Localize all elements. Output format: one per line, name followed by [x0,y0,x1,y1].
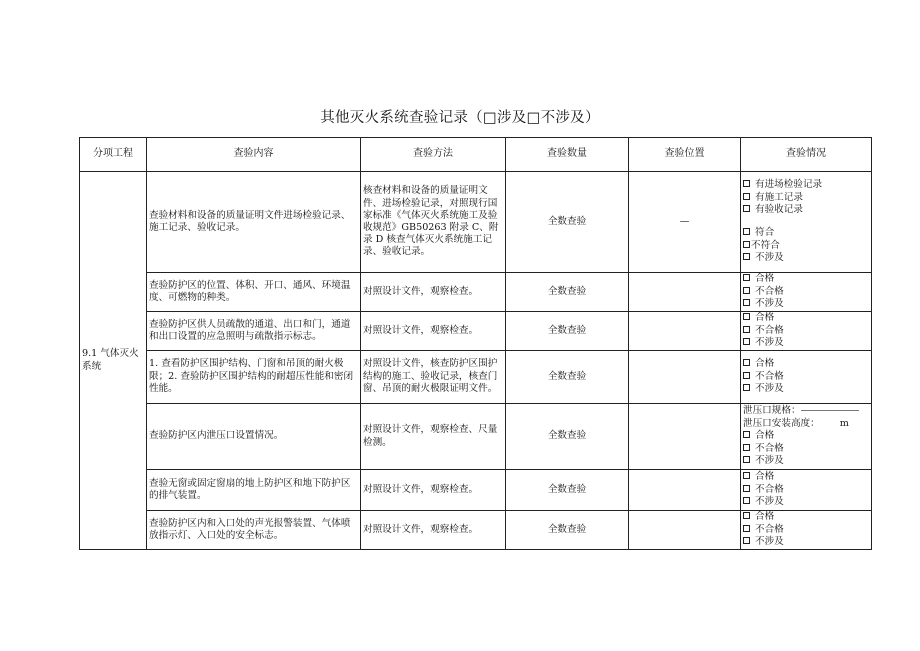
inspection-table [79,137,872,550]
quantity-cell: 全数查验 [506,470,629,511]
check-option[interactable]: 有施工记录 [743,192,869,205]
result-cell [741,511,872,550]
checkbox[interactable] [743,372,750,379]
content-cell: 查验防护区内和入口处的声光报警装置、气体喷放指示灯、入口处的安全标志。 [147,511,361,550]
check-option[interactable]: 不涉及 [743,337,869,350]
checkbox[interactable] [743,274,750,281]
check-option[interactable]: 不合格 [743,443,869,456]
quantity-cell: 全数查验 [506,404,629,470]
content-cell: 查验防护区的位置、体积、开口、通风、环境温度、可燃物的种类。 [147,273,361,312]
checkbox[interactable] [743,384,750,391]
quantity-cell: 全数查验 [506,351,629,404]
header-category: 分项工程 [80,138,147,172]
position-cell [629,470,741,511]
check-option[interactable]: 不合格 [743,325,869,338]
checkbox[interactable] [743,193,750,200]
result-cell [741,273,872,312]
check-option[interactable]: 合格 [743,511,869,524]
check-option[interactable]: 不涉及 [743,298,869,311]
header-row [80,138,872,172]
checkbox[interactable] [743,472,750,479]
table-row [80,273,872,312]
check-option[interactable]: 不涉及 [743,496,869,509]
check-option[interactable]: 合格 [743,430,869,443]
check-option[interactable]: 不合格 [743,484,869,497]
position-cell [629,404,741,470]
checkbox[interactable] [743,338,750,345]
position-cell [629,351,741,404]
content-cell: 查验材料和设备的质量证明文件进场检验记录、施工记录、验收记录。 [147,172,361,273]
checkbox[interactable] [743,497,750,504]
checkbox[interactable] [743,180,750,187]
header-quantity: 查验数量 [506,138,629,172]
checkbox[interactable] [743,313,750,320]
checkbox[interactable] [743,326,750,333]
content-cell: 1. 查看防护区围护结构、门窗和吊顶的耐火极限；2. 查验防护区围护结构的耐超压性能和密闭性能。 [147,351,361,404]
header-position: 查验位置 [629,138,741,172]
check-option[interactable]: 合格 [743,471,869,484]
checkbox[interactable] [743,525,750,532]
method-cell: 对照设计文件，观察检查。 [361,273,506,312]
table-row [80,312,872,351]
category-cell: 9.1 气体灭火系统 [80,172,147,550]
check-option[interactable]: 合格 [743,273,869,286]
checkbox[interactable] [743,444,750,451]
check-option[interactable]: 合格 [743,358,869,371]
table-row [80,172,872,273]
check-option[interactable]: 不涉及 [743,455,869,468]
result-cell [741,312,872,351]
checkbox[interactable] [743,299,750,306]
header-method: 查验方法 [361,138,506,172]
quantity-cell: 全数查验 [506,312,629,351]
check-option[interactable]: 符合 [743,227,869,240]
vent-spec-input-line[interactable] [801,410,859,411]
checkbox[interactable] [743,287,750,294]
quantity-cell: 全数查验 [506,511,629,550]
checkbox[interactable] [743,431,750,438]
checkbox[interactable] [743,359,750,366]
check-option[interactable]: 合格 [743,312,869,325]
check-option[interactable]: 不合格 [743,286,869,299]
method-cell: 核查材料和设备的质量证明文件、进场检验记录，对照现行国家标准《气体灭火系统施工及验收规范》GB50263 附录 C、附录 D 核查气体灭火系统施工记录、验收记录。 [361,172,506,273]
check-option[interactable]: 有验收记录 [743,204,869,217]
checkbox[interactable] [743,241,750,248]
vent-spec-field[interactable]: 泄压口规格： [743,405,869,418]
header-content: 查验内容 [147,138,361,172]
content-cell: 查验防护区供人员疏散的通道、出口和门，通道和出口设置的应急照明与疏散指示标志。 [147,312,361,351]
check-option[interactable]: 不涉及 [743,536,869,549]
checkbox[interactable] [743,205,750,212]
position-cell: — [629,172,741,273]
method-cell: 对照设计文件，观察检查。 [361,312,506,351]
quantity-cell: 全数查验 [506,273,629,312]
position-cell [629,273,741,312]
method-cell: 对照设计文件，观察检查。 [361,511,506,550]
method-cell: 对照设计文件，观察检查。 [361,470,506,511]
check-option[interactable]: 不合格 [743,371,869,384]
method-cell: 对照设计文件，观察检查、尺量检测。 [361,404,506,470]
checkbox[interactable] [743,512,750,519]
table-row [80,511,872,550]
check-option[interactable]: 不涉及 [743,252,869,265]
checkbox[interactable] [743,228,750,235]
table-row [80,470,872,511]
table-row [80,404,872,470]
check-option[interactable]: 有进场检验记录 [743,179,869,192]
position-cell [629,312,741,351]
result-cell [741,404,872,470]
position-cell [629,511,741,550]
checkbox[interactable] [743,253,750,260]
checkbox[interactable] [743,485,750,492]
result-cell [741,470,872,511]
checkbox[interactable] [743,456,750,463]
check-option[interactable]: 不符合 [743,240,869,253]
method-cell: 对照设计文件，核查防护区围护结构的施工、验收记录，核查门窗、吊顶的耐火极限证明文件。 [361,351,506,404]
result-cell [741,172,872,273]
content-cell: 查验防护区内泄压口设置情况。 [147,404,361,470]
header-result: 查验情况 [741,138,872,172]
content-cell: 查验无窗或固定窗扇的地上防护区和地下防护区的排气装置。 [147,470,361,511]
check-option[interactable]: 不合格 [743,524,869,537]
result-cell [741,351,872,404]
page-title: 其他灭火系统查验记录（□涉及□不涉及） [320,110,600,126]
check-option[interactable]: 不涉及 [743,383,869,396]
quantity-cell: 全数查验 [506,172,629,273]
table-row [80,351,872,404]
vent-height-field[interactable]: 泄压口安装高度： m [743,417,849,429]
checkbox[interactable] [743,537,750,544]
